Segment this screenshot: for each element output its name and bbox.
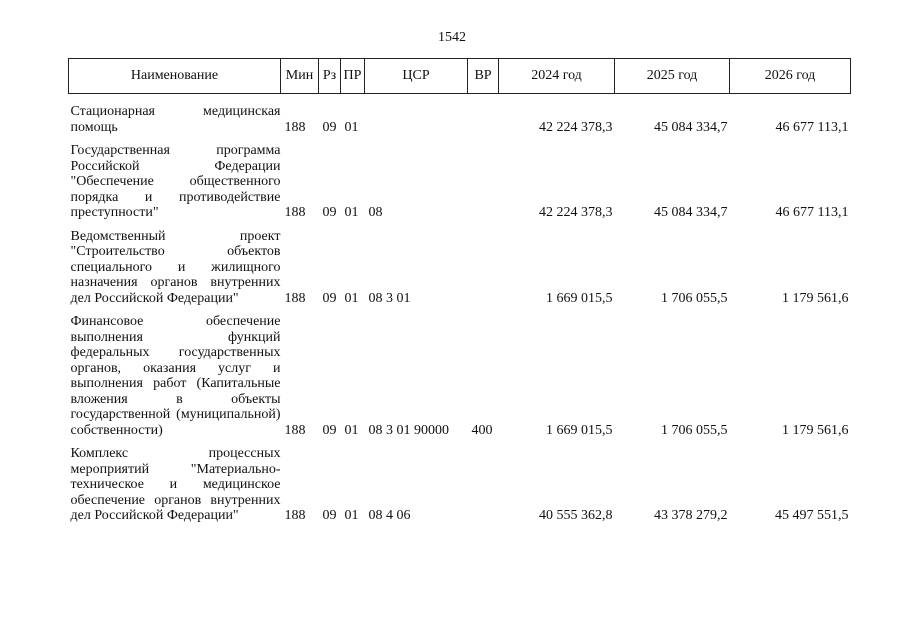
row-2026: 46 677 113,1 <box>775 205 849 220</box>
row-csr: 08 <box>368 205 383 220</box>
page-number: 1542 <box>438 30 466 45</box>
header-name: Наименование <box>69 59 281 94</box>
row-2024: 42 224 378,3 <box>539 205 613 220</box>
row-2024: 1 669 015,5 <box>546 422 613 438</box>
row-csr <box>365 94 468 136</box>
row-csr: 08 4 06 <box>368 508 411 523</box>
row-pr: 01 <box>344 290 359 306</box>
header-pr: ПР <box>341 59 365 94</box>
row-2025: 45 084 334,7 <box>654 119 728 135</box>
header-2024: 2024 год <box>499 59 615 94</box>
row-vr <box>468 94 499 136</box>
row-2026: 1 179 561,6 <box>782 422 849 438</box>
table-row <box>69 94 851 136</box>
row-pr: 01 <box>344 205 359 220</box>
row-vr <box>468 438 499 524</box>
table-row <box>69 221 851 307</box>
table-row <box>69 135 851 221</box>
row-2024: 40 555 362,8 <box>539 508 613 523</box>
row-2026: 1 179 561,6 <box>782 290 849 306</box>
row-name: Стационарная медицинская помощь <box>70 104 281 135</box>
row-pr: 01 <box>344 119 359 135</box>
row-vr: 400 <box>471 422 493 438</box>
row-vr <box>468 221 499 307</box>
row-rz: 09 <box>322 422 337 438</box>
row-csr: 08 3 01 <box>368 290 411 306</box>
row-min: 188 <box>284 119 306 135</box>
row-min: 188 <box>284 205 306 220</box>
row-2026: 46 677 113,1 <box>775 119 849 135</box>
row-rz: 09 <box>322 205 337 220</box>
row-2024: 1 669 015,5 <box>546 290 613 306</box>
row-name: Финансовое обеспечение выполнения функций федеральных государственных органов, оказания услуг и выполнения работ (Капитальные вложения в объекты государственной (муниципальной) собственности) <box>70 314 281 438</box>
row-name: Комплекс процессных мероприятий "Материально-техническое и медицинское обеспечение органов внутренних дел Российской Федерации" <box>70 446 281 523</box>
budget-table <box>68 58 851 524</box>
table-header <box>69 59 851 94</box>
row-pr: 01 <box>344 422 359 438</box>
header-rz: Рз <box>319 59 341 94</box>
table-row <box>69 438 851 524</box>
header-2025: 2025 год <box>615 59 730 94</box>
header-min: Мин <box>281 59 319 94</box>
row-pr: 01 <box>344 508 359 523</box>
row-rz: 09 <box>322 508 337 523</box>
row-rz: 09 <box>322 290 337 306</box>
row-name: Ведомственный проект "Строительство объектов специального и жилищного назначения органов внутренних дел Российской Федерации" <box>70 228 281 306</box>
row-min: 188 <box>284 422 306 438</box>
row-2025: 45 084 334,7 <box>654 205 728 220</box>
row-2024: 42 224 378,3 <box>539 119 613 135</box>
header-2026: 2026 год <box>730 59 851 94</box>
row-2025: 1 706 055,5 <box>661 422 728 438</box>
header-csr: ЦСР <box>365 59 468 94</box>
row-2025: 1 706 055,5 <box>661 290 728 306</box>
header-vr: ВР <box>468 59 499 94</box>
row-name: Государственная программа Российской Федерации "Обеспечение общественного порядка и противодействие преступности" <box>70 143 281 220</box>
row-2025: 43 378 279,2 <box>654 508 728 523</box>
row-vr <box>468 135 499 221</box>
table-body <box>69 94 851 524</box>
row-rz: 09 <box>322 119 337 135</box>
row-min: 188 <box>284 290 306 306</box>
table-row <box>69 306 851 438</box>
row-2026: 45 497 551,5 <box>775 508 849 523</box>
row-min: 188 <box>284 508 306 523</box>
row-csr: 08 3 01 90000 <box>368 422 449 438</box>
